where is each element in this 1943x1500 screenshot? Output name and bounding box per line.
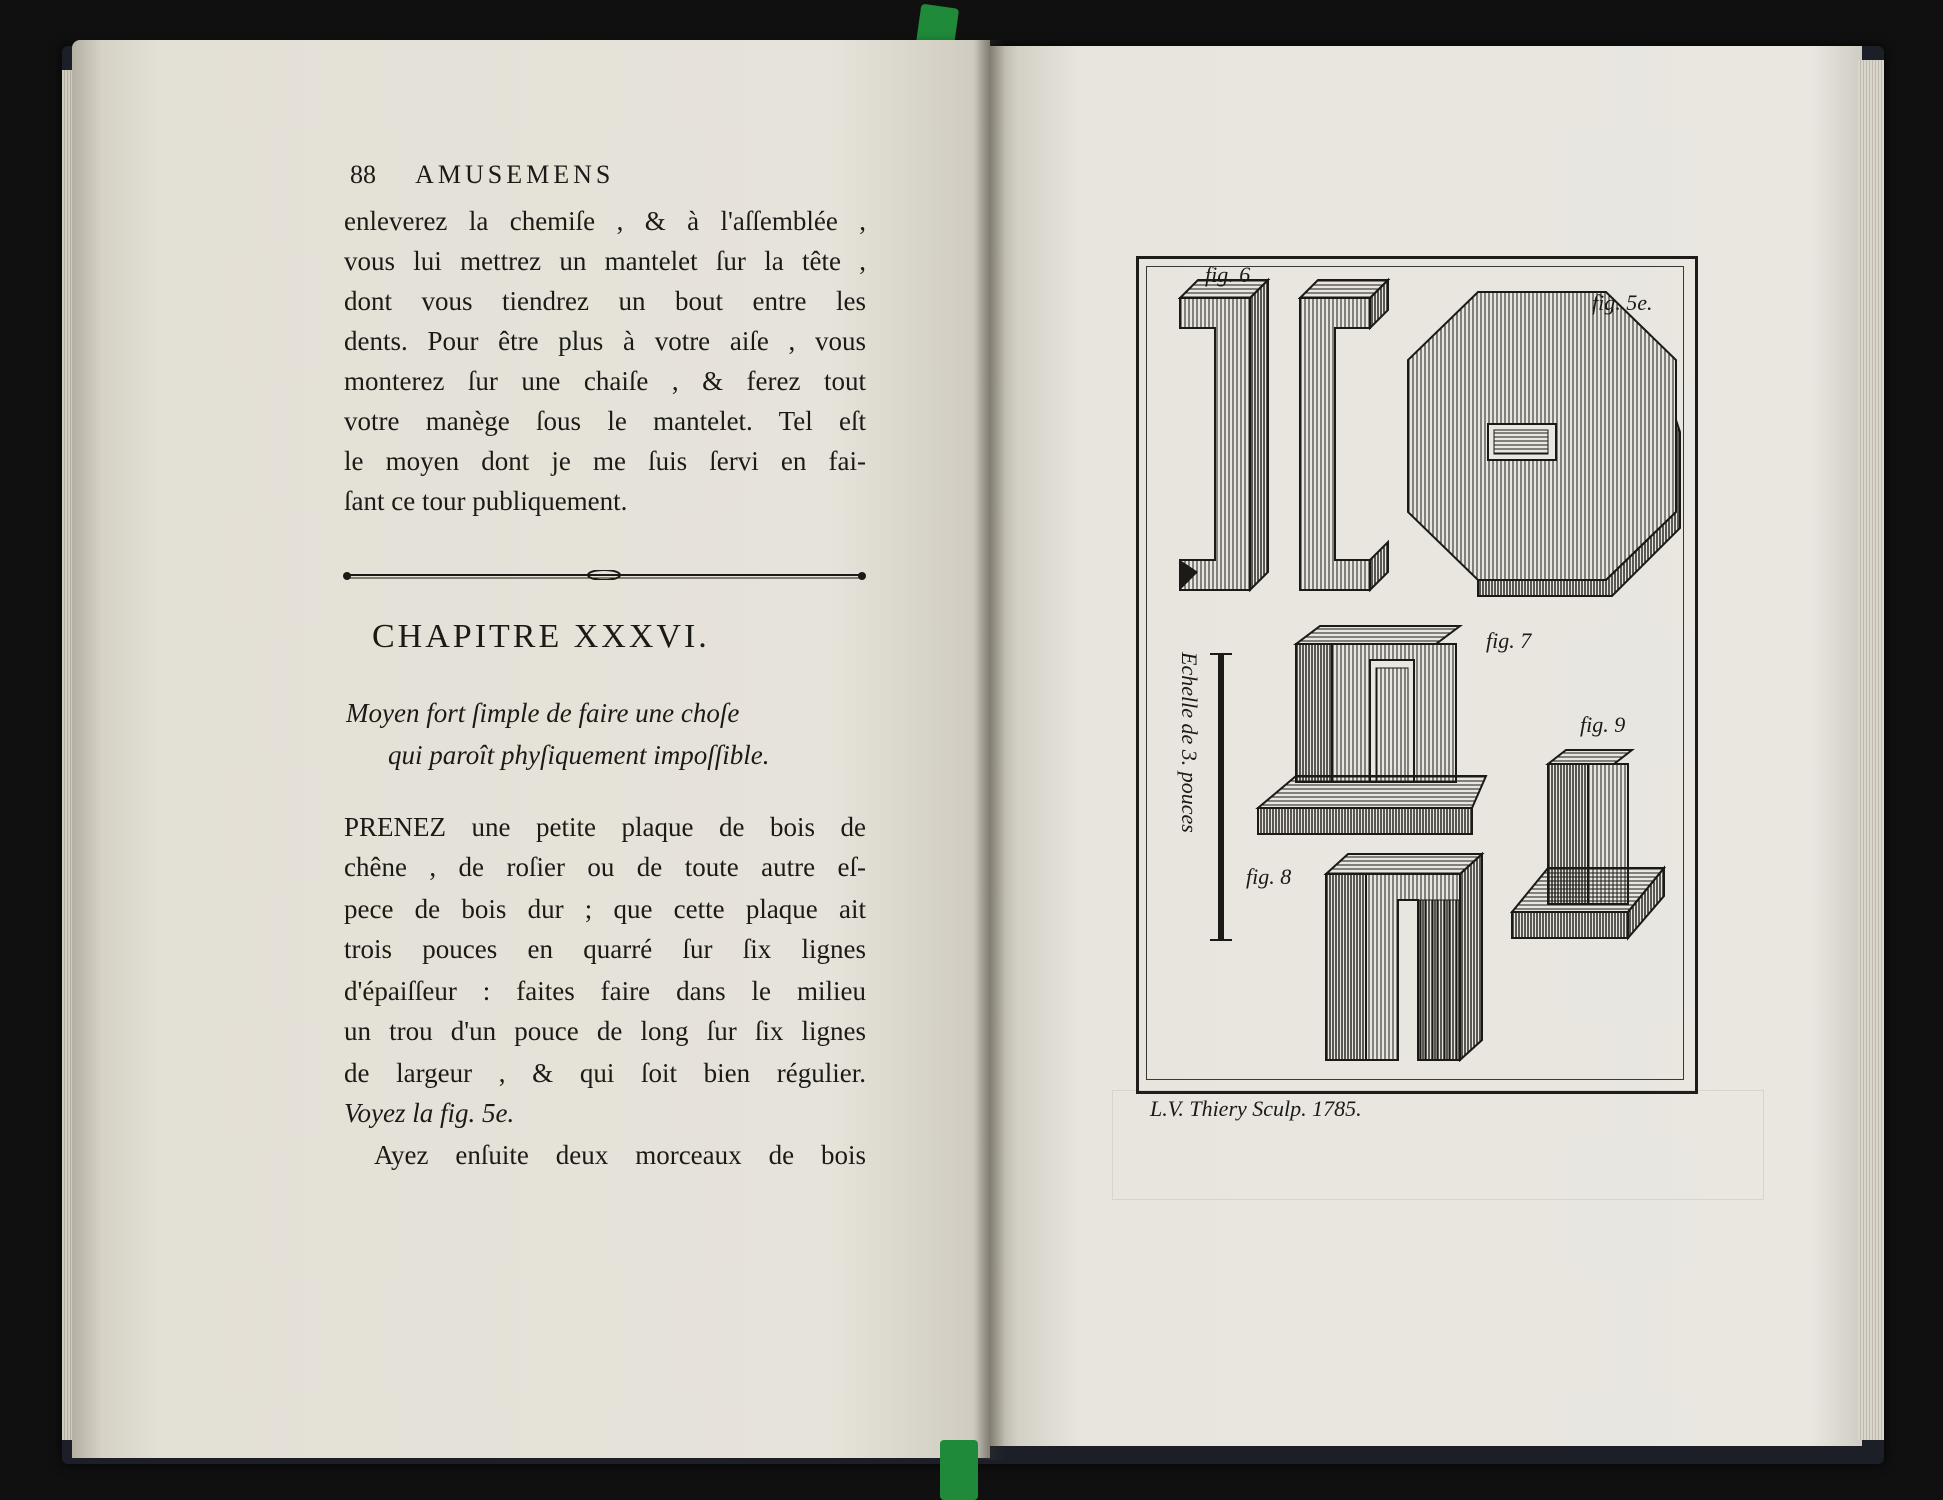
text-line: ſant ce tour publiquement.	[344, 486, 628, 516]
text-line: d'épaiſſeur : faites faire dans le milieu	[344, 976, 866, 1006]
running-head-title: AMUSEMENS	[415, 160, 615, 189]
figure-7-label: fig. 7	[1486, 628, 1532, 653]
figure-6-label: fig. 6	[1205, 262, 1251, 287]
text-line: dont vous tiendrez un bout entre les	[344, 286, 866, 316]
engraver-credit: L.V. Thiery Sculp. 1785.	[1150, 1096, 1362, 1121]
figure-7-slotted-block	[1258, 626, 1486, 834]
text-line: monterez ſur une chaiſe , & ferez tout	[344, 366, 866, 396]
figure-9-label: fig. 9	[1580, 712, 1626, 737]
chapter-subtitle-line: Moyen fort ſimple de faire une choſe	[346, 698, 740, 728]
text-line: trois pouces en quarré ſur ſix lignes	[344, 934, 866, 964]
figure-8-label: fig. 8	[1246, 864, 1292, 889]
page-number: 88	[350, 160, 376, 189]
text-line: votre manège ſous le mantelet. Tel eſt	[344, 406, 866, 436]
text-line: de largeur , & qui ſoit bien régulier.	[344, 1058, 866, 1088]
text-line: un trou d'un pouce de long ſur ſix lignes	[344, 1016, 866, 1046]
figure-5-octagon-plate	[1408, 292, 1680, 596]
chapter-subtitle-line: qui paroît phyſiquement impoſſible.	[388, 740, 770, 770]
text-line: dents. Pour être plus à votre aiſe , vous	[344, 326, 866, 356]
text-line: enleverez la chemiſe , & à l'aſſemblée ,	[344, 206, 866, 236]
scale-label: Echelle de 3. pouces	[1177, 652, 1202, 833]
text-line: Ayez enſuite deux morceaux de bois	[374, 1140, 866, 1170]
figure-6-bracket-left	[1180, 280, 1268, 590]
scale-bar	[1210, 654, 1232, 940]
figure-5-label: fig. 5e.	[1592, 290, 1653, 315]
text-line: chêne , de roſier ou de toute autre eſ-	[344, 852, 866, 882]
chapter-title: CHAPITRE XXXVI.	[372, 618, 710, 655]
figure-8-u-block	[1326, 854, 1482, 1060]
text-line: PRENEZ une petite plaque de bois de	[344, 812, 866, 842]
text-line: le moyen dont je me ſuis ſervi en fai-	[344, 446, 866, 476]
figure-reference: Voyez la fig. 5e.	[344, 1098, 515, 1128]
text-line: pece de bois dur ; que cette plaque ait	[344, 894, 866, 924]
text-line: vous lui mettrez un mantelet ſur la tête ,	[344, 246, 866, 276]
figure-6-bracket-right	[1300, 280, 1388, 590]
figure-9-upright-block	[1512, 750, 1664, 938]
